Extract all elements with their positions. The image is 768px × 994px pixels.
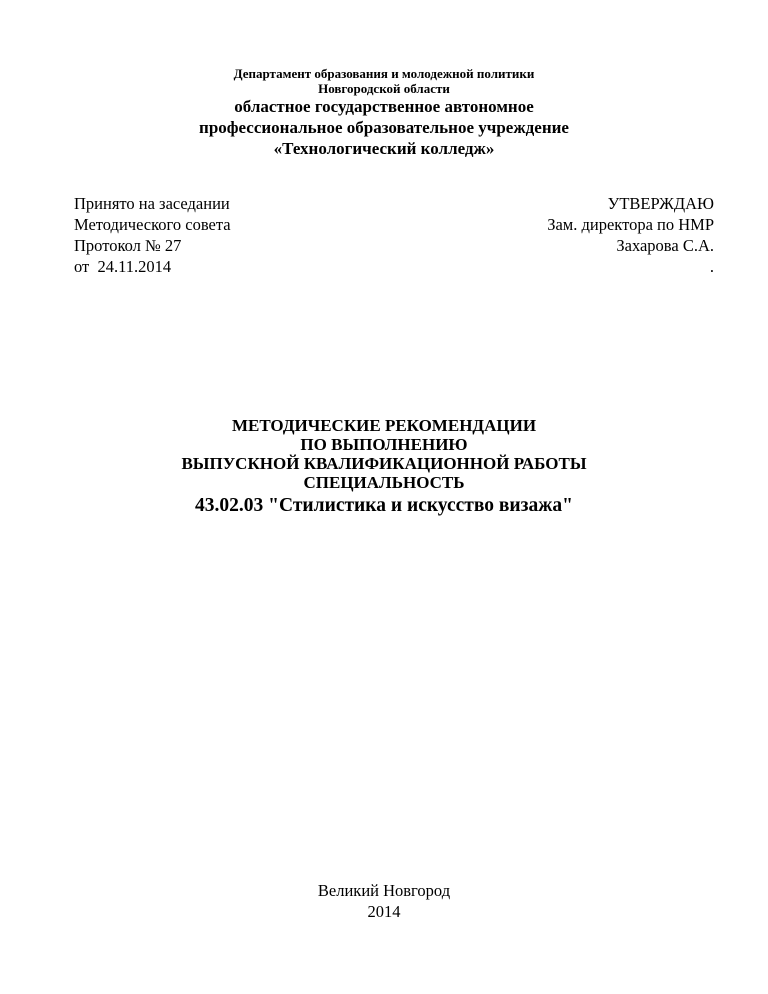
accepted-line-1: Принято на заседании — [74, 194, 230, 213]
title-line-4: СПЕЦИАЛЬНОСТЬ — [303, 473, 465, 492]
title-line-3: ВЫПУСКНОЙ КВАЛИФИКАЦИОННОЙ РАБОТЫ — [181, 454, 587, 473]
footer — [0, 880, 768, 922]
year: 2014 — [367, 902, 401, 921]
title-line-1: МЕТОДИЧЕСКИЕ РЕКОМЕНДАЦИИ — [231, 416, 537, 435]
department-line-2: Новгородской области — [318, 81, 450, 96]
approver-name: Захарова С.А. — [616, 236, 714, 255]
title-line-2: ПО ВЫПОЛНЕНИЮ — [300, 435, 468, 454]
accepted-line-2: Методического совета — [74, 215, 231, 234]
department-line-1: Департамент образования и молодежной политики — [233, 66, 535, 81]
city: Великий Новгород — [317, 881, 451, 900]
institution-line-2: профессиональное образовательное учреждение — [199, 118, 569, 137]
institution-line-3: «Технологический колледж» — [273, 139, 495, 158]
protocol-date: от 24.11.2014 — [74, 257, 172, 276]
approver-position: Зам. директора по НМР — [547, 215, 714, 234]
approved-block — [547, 193, 714, 277]
accepted-block — [74, 193, 231, 277]
approved-heading: УТВЕРЖДАЮ — [607, 194, 714, 213]
approver-signature-dot: . — [709, 257, 714, 276]
header — [0, 66, 768, 159]
institution-line-1: областное государственное автономное — [234, 97, 534, 116]
document-title — [0, 416, 768, 519]
protocol-number: Протокол № 27 — [74, 236, 182, 255]
specialty-name: 43.02.03 "Стилистика и искусство визажа" — [195, 495, 573, 516]
